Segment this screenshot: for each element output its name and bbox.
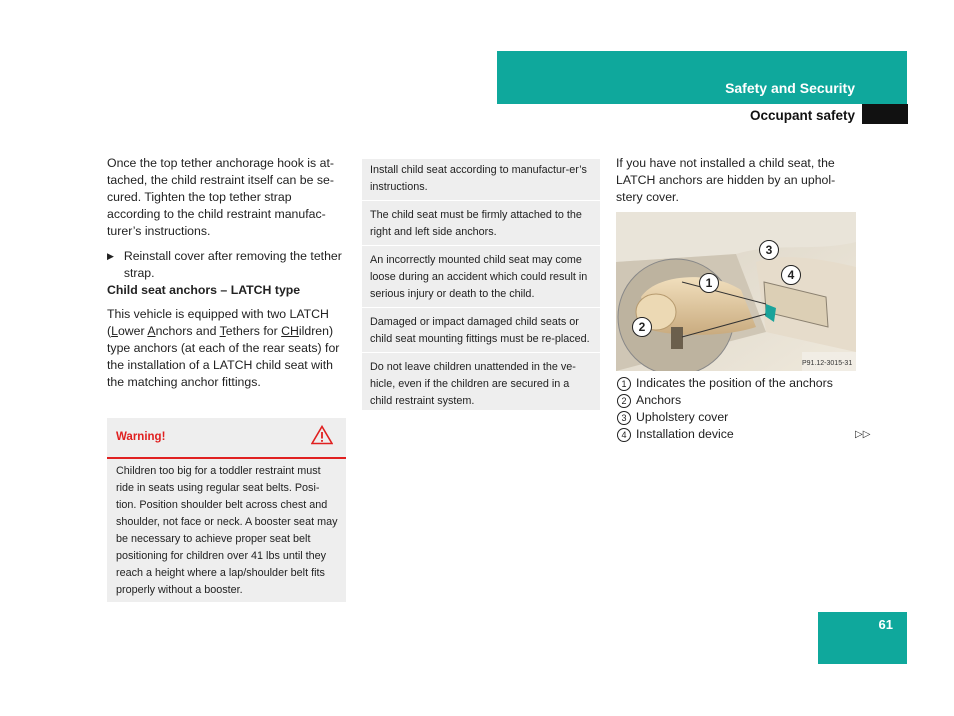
legend-item	[616, 375, 876, 392]
warning-text: Children too big for a toddler restraint must ride in seats using regular seat belts. Posi-tion. Position shoulder belt across chest and shoulder, not face or neck. A booster seat may be necessary to achieve proper seat belt positioning for children over 41 lbs until they reach a height where a lap/shoulder belt fits properly without a booster.	[116, 465, 338, 596]
header-band	[497, 51, 907, 104]
latch-subheading: Child seat anchors – LATCH type	[107, 283, 301, 297]
figure-legend	[616, 375, 876, 443]
latch-hidden-paragraph: If you have not installed a child seat, the LATCH anchors are hidden by an uphol-stery cover.	[616, 156, 836, 204]
notes-box	[362, 159, 600, 410]
callout-3: 3	[759, 240, 779, 260]
note-item: Install child seat according to manufactur-er’s instructions.	[370, 164, 587, 193]
subsection-title: Occupant safety	[749, 108, 855, 123]
bullet-text: Reinstall cover after removing the tether strap.	[123, 249, 342, 280]
note-item: Do not leave children unattended in the ve-hicle, even if the children are secured in a child restraint system.	[362, 352, 600, 410]
section-title: Safety and Security	[725, 80, 855, 96]
callout-1: 1	[699, 273, 719, 293]
latch-paragraph: This vehicle is equipped with two LATCH (Lower Anchors and Tethers for CHildren) type anchors (at each of the rear seats) for the installation of a LATCH child seat with the matching anchor fittings.	[107, 307, 340, 389]
legend-text: Anchors	[636, 393, 682, 407]
continued-marker-icon: ▷▷	[855, 429, 871, 440]
section-tab-marker	[862, 104, 908, 124]
latch-anchor-photo	[616, 212, 856, 371]
callout-2: 2	[632, 317, 652, 337]
note-item: Damaged or impact damaged child seats or child seat mounting fittings must be re-placed.	[362, 307, 600, 348]
legend-number: 3	[617, 411, 631, 425]
warning-box	[107, 418, 346, 602]
legend-text: Indicates the position of the anchors	[636, 376, 833, 390]
legend-number: 2	[617, 394, 631, 408]
legend-item	[616, 409, 876, 426]
right-column	[616, 155, 856, 206]
legend-text: Installation device	[636, 427, 734, 441]
left-column	[107, 155, 347, 391]
callout-4: 4	[781, 265, 801, 285]
bullet-arrow-icon: ▶	[107, 251, 114, 261]
page-number: 61	[878, 617, 893, 632]
legend-item	[616, 392, 876, 409]
bullet-item	[107, 248, 347, 282]
figure-code: P91.12-3015-31	[802, 360, 853, 367]
legend-number: 4	[617, 428, 631, 442]
legend-item	[616, 426, 876, 443]
warning-label: Warning!	[116, 431, 166, 443]
legend-text: Upholstery cover	[636, 410, 729, 424]
page-number-box	[818, 612, 907, 664]
warning-triangle-icon	[311, 425, 333, 450]
tether-intro-paragraph: Once the top tether anchorage hook is at-tached, the child restraint itself can be se-cured. Tighten the top tether strap according to the child restraint manufac-turer’s instructions.	[107, 156, 334, 238]
legend-number: 1	[617, 377, 631, 391]
note-item: An incorrectly mounted child seat may come loose during an accident which could result in serious injury or death to the child.	[362, 245, 600, 303]
warning-header	[107, 418, 346, 459]
note-item: The child seat must be firmly attached to the right and left side anchors.	[362, 200, 600, 241]
